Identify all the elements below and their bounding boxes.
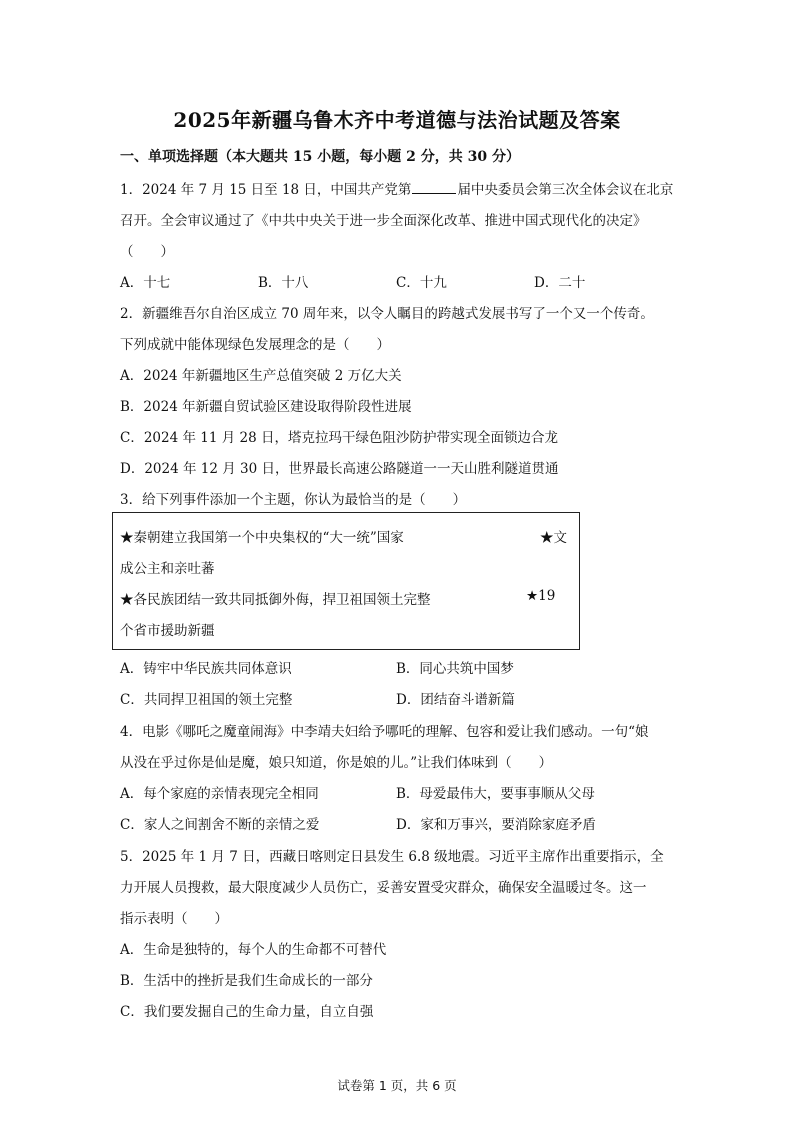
question-4-option-a: A．每个家庭的亲情表现完全相同 — [120, 786, 319, 802]
question-5-option-c: C．我们要发掘自己的生命力量，自立自强 — [120, 1004, 374, 1020]
question-1-option-d: D．二十 — [534, 275, 586, 291]
question-5-option-b: B．生活中的挫折是我们生命成长的一部分 — [120, 973, 373, 989]
event-item-4-end: 个省市援助新疆 — [120, 623, 215, 639]
question-1-line-2: 召开。全会审议通过了《中共中央关于进一步全面深化改革、推进中国式现代化的决定》 — [120, 213, 647, 229]
event-item-3: ★各民族团结一致共同抵御外侮，捍卫祖国领土完整 — [120, 592, 431, 608]
question-3-line-1: 3．给下列事件添加一个主题，你认为最恰当的是（ ） — [120, 492, 467, 508]
question-3-option-c: C．共同捍卫祖国的领土完整 — [120, 692, 293, 708]
page-footer: 试卷第 1 页，共 6 页 — [337, 1078, 457, 1093]
page-title: 2025年新疆乌鲁木齐中考道德与法治试题及答案 — [173, 108, 621, 132]
event-item-4-start: ★19 — [526, 588, 556, 604]
section-heading: 一、单项选择题（本大题共 15 小题，每小题 2 分，共 30 分） — [120, 149, 520, 165]
question-1-option-a: A．十七 — [120, 275, 171, 291]
question-3-option-a: A．铸牢中华民族共同体意识 — [120, 661, 292, 677]
question-4-line-1: 4．电影《哪吒之魔童闹海》中李靖夫妇给予哪吒的理解、包容和爱让我们感动。一句“娘 — [120, 724, 649, 740]
question-1-line-1 — [120, 178, 673, 198]
question-1-option-c: C．十九 — [396, 275, 447, 291]
question-4-option-c: C．家人之间割舍不断的亲情之爱 — [120, 817, 320, 833]
question-4-option-d: D．家和万事兴，要消除家庭矛盾 — [396, 817, 596, 833]
question-3-option-d: D．团结奋斗谱新篇 — [396, 692, 515, 708]
question-1-line-3: （ ） — [120, 244, 174, 260]
question-5-line-3: 指示表明（ ） — [120, 911, 228, 927]
question-2-line-2: 下列成就中能体现绿色发展理念的是（ ） — [120, 337, 390, 353]
event-item-1: ★秦朝建立我国第一个中央集权的“大一统”国家 — [120, 530, 404, 546]
question-5-line-1: 5．2025 年 1 月 7 日，西藏日喀则定日县发生 6.8 级地震。习近平主席作出重要指示，全 — [120, 849, 664, 865]
question-4-line-2: 从没在乎过你是仙是魔，娘只知道，你是娘的儿。”让我们体味到（ ） — [120, 755, 553, 771]
question-1-option-b: B．十八 — [258, 275, 309, 291]
question-5-option-a: A．生命是独特的，每个人的生命都不可替代 — [120, 942, 387, 958]
question-1-text-b: 届中央委员会第三次全体会议在北京 — [457, 182, 674, 198]
question-2-line-1: 2．新疆维吾尔自治区成立 70 周年来，以令人瞩目的跨越式发展书写了一个又一个传奇。 — [120, 306, 654, 322]
question-3-option-b: B．同心共筑中国梦 — [396, 661, 514, 677]
question-2-option-b: B．2024 年新疆自贸试验区建设取得阶段性进展 — [120, 399, 412, 415]
event-item-2-start: ★文 — [540, 530, 567, 546]
question-4-option-b: B．母爱最伟大，要事事顺从父母 — [396, 786, 595, 802]
answer-blank — [412, 181, 456, 194]
question-1-text-a: 1．2024 年 7 月 15 日至 18 日，中国共产党第 — [120, 182, 412, 198]
question-2-option-c: C．2024 年 11 月 28 日，塔克拉玛干绿色阻沙防护带实现全面锁边合龙 — [120, 430, 558, 446]
question-5-line-2: 力开展人员搜救，最大限度减少人员伤亡，妥善安置受灾群众，确保安全温暖过冬。这一 — [120, 880, 647, 896]
question-2-option-d: D．2024 年 12 月 30 日，世界最长高速公路隧道一一天山胜利隧道贯通 — [120, 461, 559, 477]
question-2-option-a: A．2024 年新疆地区生产总值突破 2 万亿大关 — [120, 368, 402, 384]
event-item-2-end: 成公主和亲吐蕃 — [120, 561, 215, 577]
